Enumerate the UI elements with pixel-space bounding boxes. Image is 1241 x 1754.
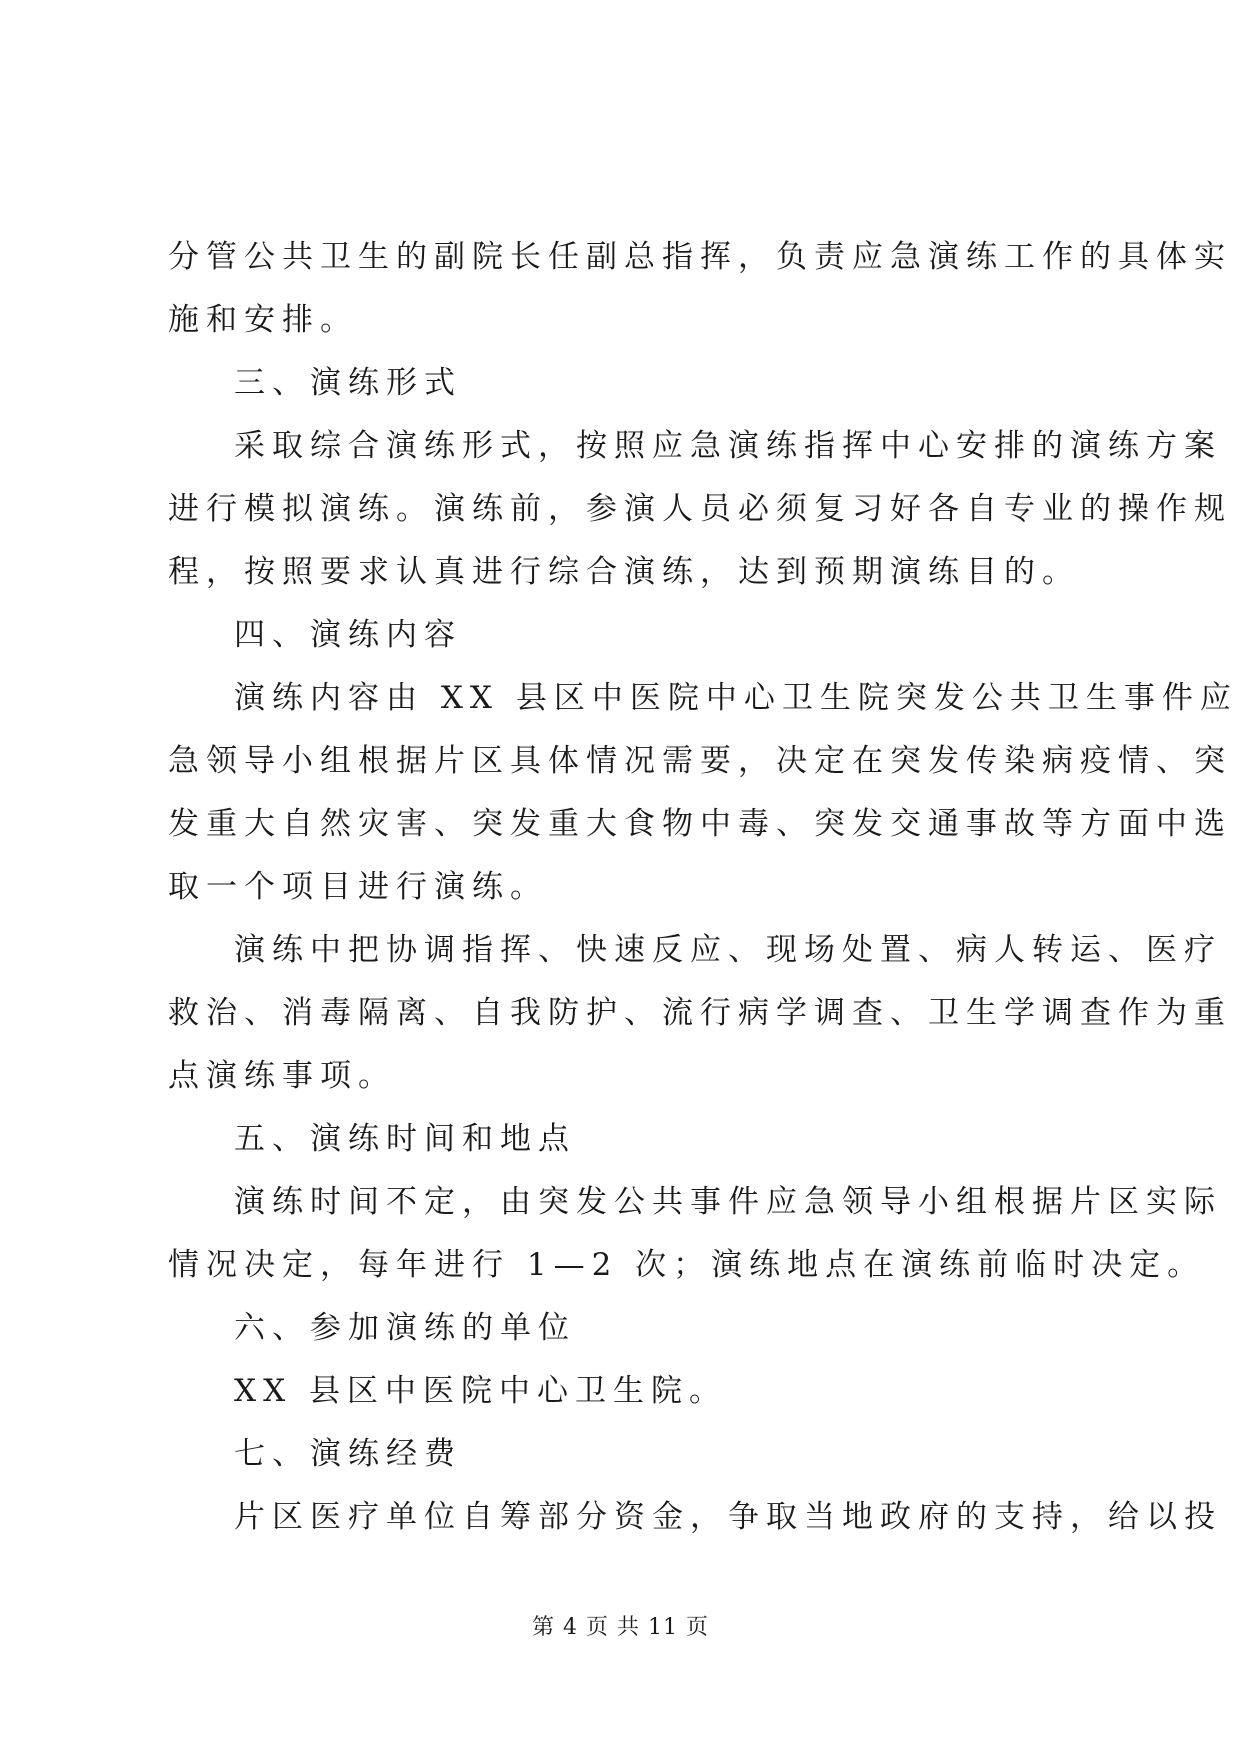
section-heading: 四、演练内容 xyxy=(234,617,462,653)
document-body xyxy=(168,226,1238,1549)
section-heading: 三、演练形式 xyxy=(234,365,462,401)
section-heading: 七、演练经费 xyxy=(234,1436,462,1472)
body-line: 分管公共卫生的副院长任副总指挥，负责应急演练工作的具体实 xyxy=(168,239,1232,275)
body-line: 情况决定，每年进行 1—2 次；演练地点在演练前临时决定。 xyxy=(168,1247,1206,1283)
body-line: 演练中把协调指挥、快速反应、现场处置、病人转运、医疗 xyxy=(234,932,1222,968)
page-number-footer: 第 4 页 共 11 页 xyxy=(532,1615,709,1640)
body-line: 急领导小组根据片区具体情况需要，决定在突发传染病疫情、突 xyxy=(168,743,1232,779)
body-line: XX 县区中医院中心卫生院。 xyxy=(234,1373,727,1409)
body-line: 演练内容由 XX 县区中医院中心卫生院突发公共卫生事件应 xyxy=(234,680,1238,716)
body-line: 演练时间不定，由突发公共事件应急领导小组根据片区实际 xyxy=(234,1184,1222,1220)
body-line: 采取综合演练形式，按照应急演练指挥中心安排的演练方案 xyxy=(234,428,1222,464)
body-line: 施和安排。 xyxy=(168,302,358,338)
body-line: 片区医疗单位自筹部分资金，争取当地政府的支持，给以投 xyxy=(234,1499,1222,1535)
body-line: 取一个项目进行演练。 xyxy=(168,869,548,905)
section-heading: 五、演练时间和地点 xyxy=(234,1121,576,1157)
body-line: 发重大自然灾害、突发重大食物中毒、突发交通事故等方面中选 xyxy=(168,806,1232,842)
body-line: 进行模拟演练。演练前，参演人员必须复习好各自专业的操作规 xyxy=(168,491,1232,527)
body-line: 点演练事项。 xyxy=(168,1058,396,1094)
body-line: 程，按照要求认真进行综合演练，达到预期演练目的。 xyxy=(168,554,1080,590)
section-heading: 六、参加演练的单位 xyxy=(234,1310,576,1346)
body-line: 救治、消毒隔离、自我防护、流行病学调查、卫生学调查作为重 xyxy=(168,995,1232,1031)
